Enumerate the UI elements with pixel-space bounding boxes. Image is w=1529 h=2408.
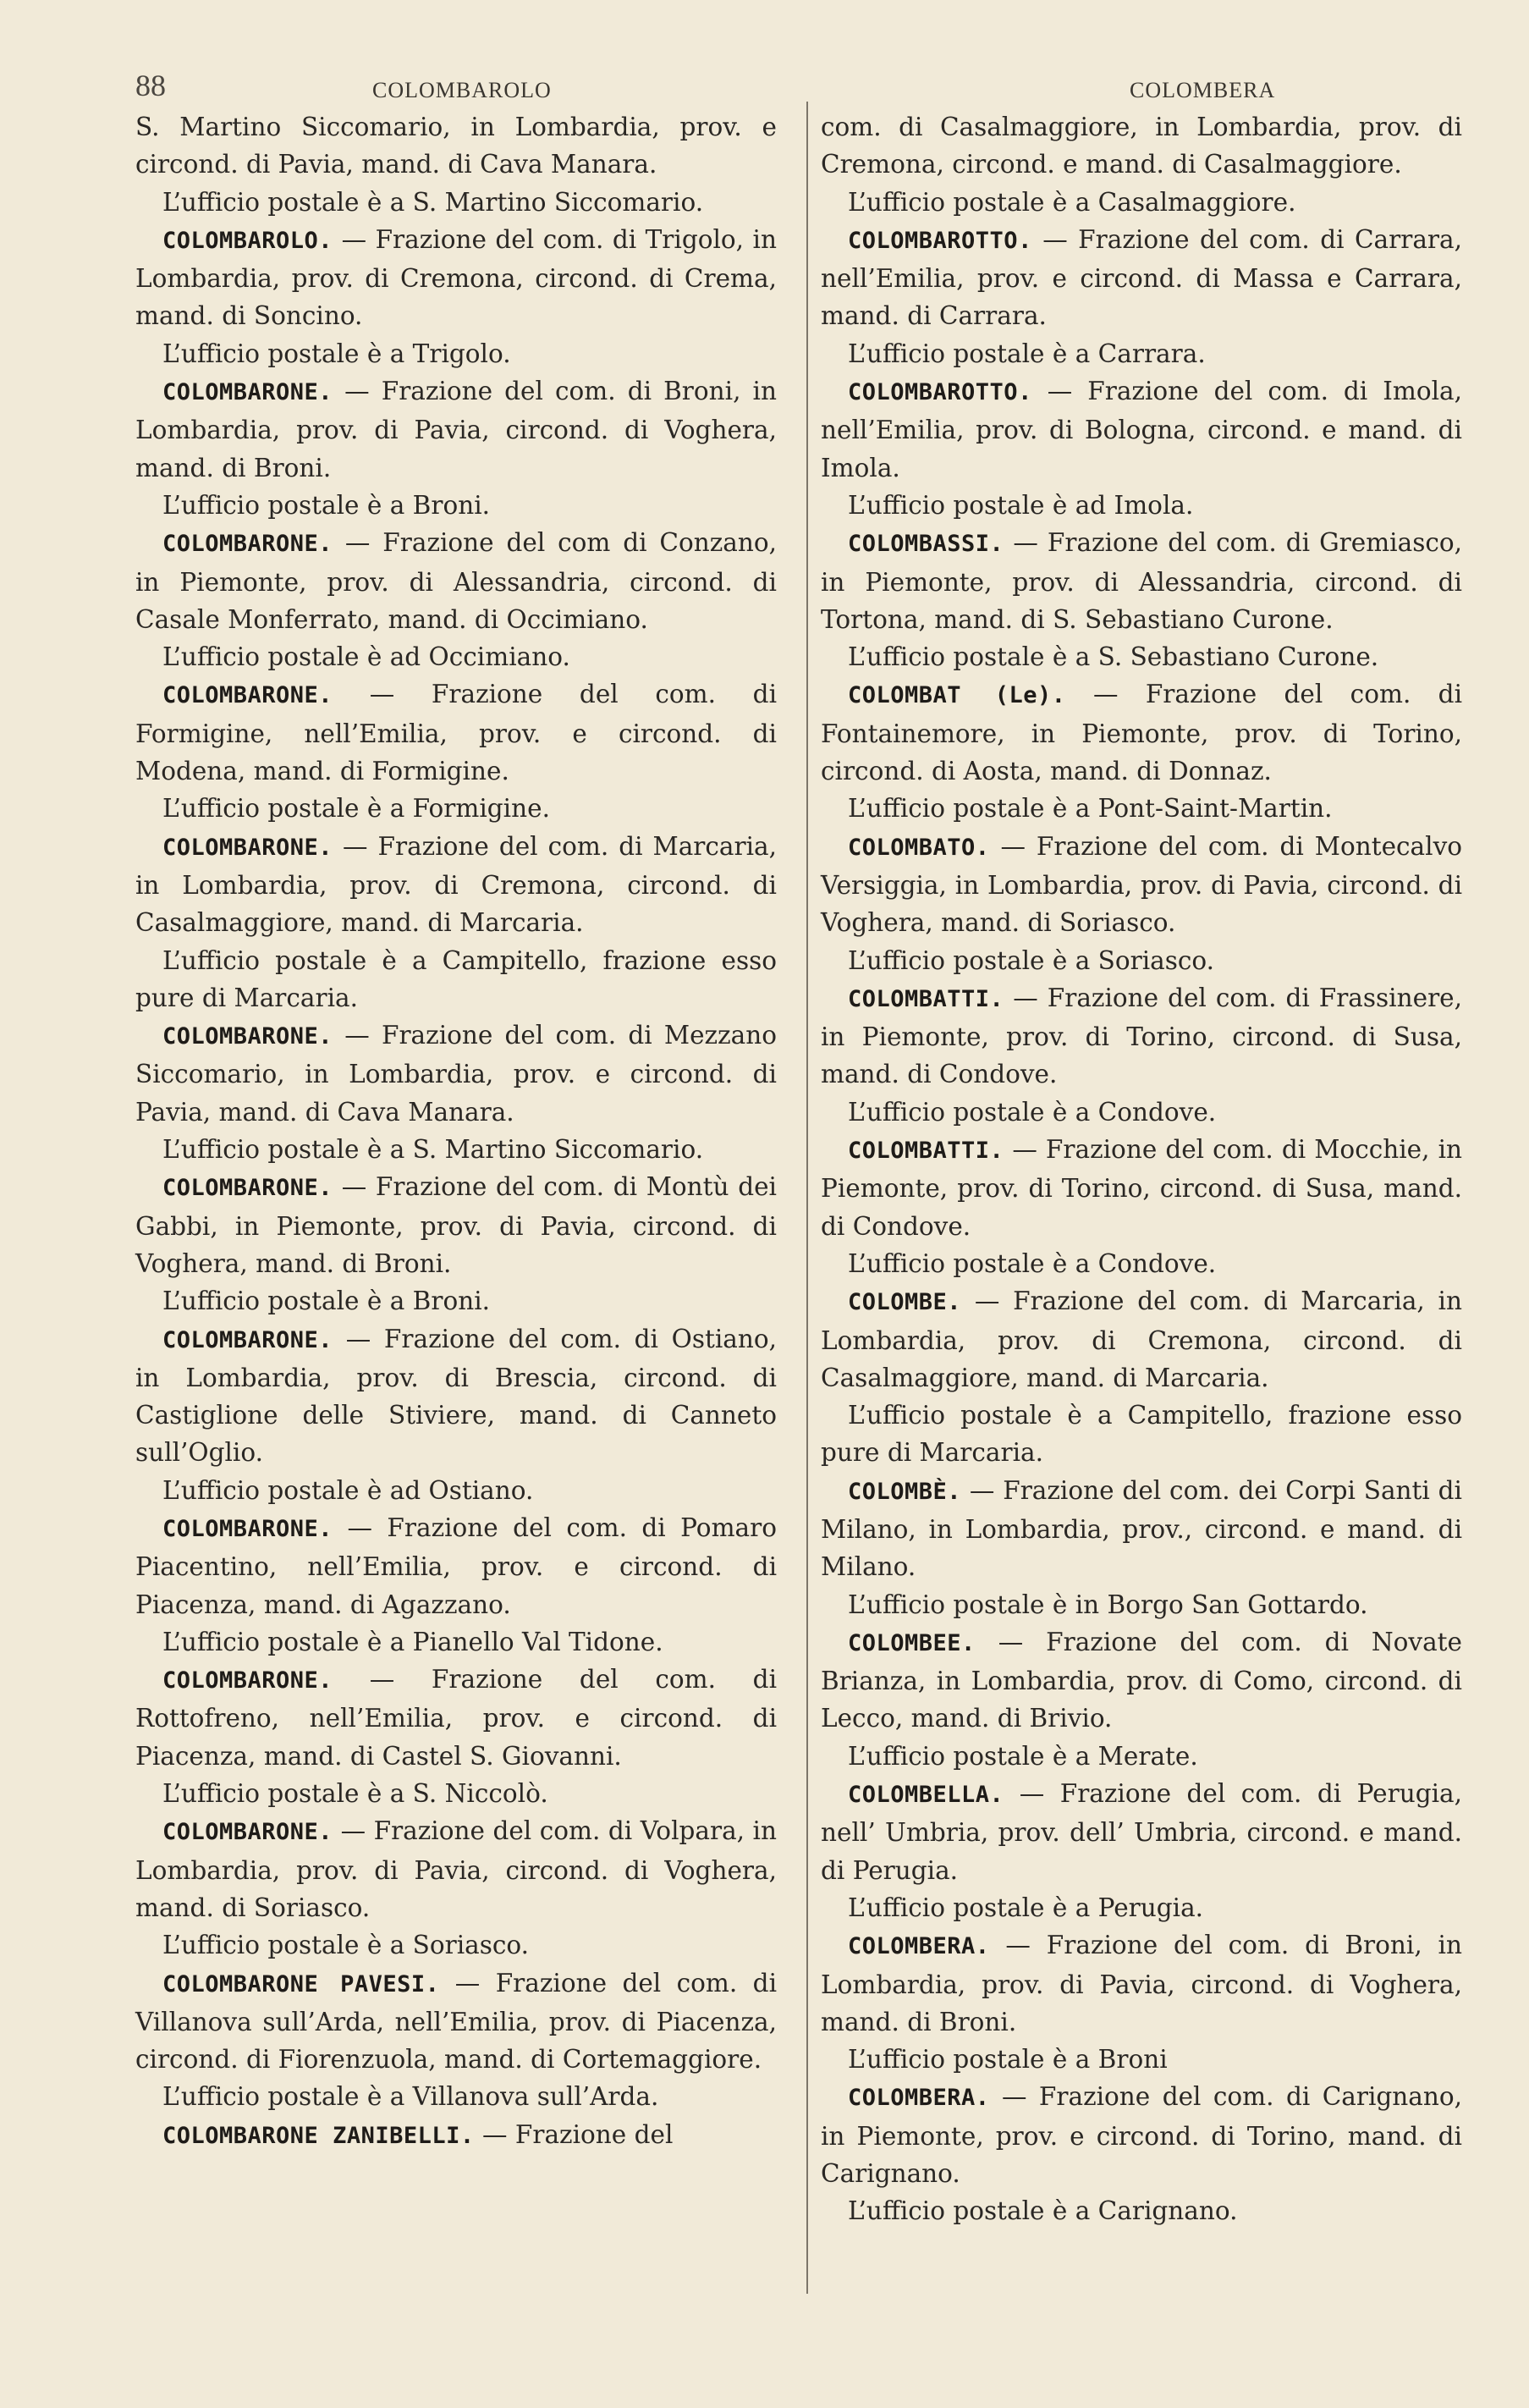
gazetteer-entry — [821, 1623, 1462, 1738]
entry-body: L’ufficio postale è a Soriasco. — [162, 1931, 530, 1960]
page-number: 88 — [135, 69, 166, 102]
entry-body: L’ufficio postale è a Campitello, frazione esso pure di Marcaria. — [821, 1401, 1462, 1468]
entry-headword: COLOMBARONE. — [162, 1515, 333, 1542]
entry-text — [135, 108, 777, 184]
left-column — [135, 108, 777, 2155]
gazetteer-entry — [135, 675, 777, 790]
entry-body: — Frazione del com. di Gremiasco, in Piemonte, prov. di Alessandria, circond. di Tortona, mand. di S. Sebastiano Curone. — [821, 528, 1462, 634]
entry-body: L’ufficio postale è a Broni. — [162, 1287, 491, 1316]
entry-body: — Frazione del com. di Montecalvo Versiggia, in Lombardia, prov. di Pavia, circond. di Voghera, mand. di Soriasco. — [821, 831, 1462, 938]
entry-text — [135, 1926, 777, 1964]
entry-body: L’ufficio postale è ad Ostiano. — [162, 1475, 534, 1505]
gazetteer-entry — [821, 979, 1462, 1094]
entry-body: — Frazione del com. di Formigine, nell’Emilia, prov. e circond. di Modena, mand. di Formigine. — [135, 680, 777, 786]
entry-body: L’ufficio postale è a Condove. — [848, 1097, 1217, 1127]
entry-text — [821, 1094, 1462, 1131]
gazetteer-entry — [135, 524, 777, 638]
gazetteer-entry — [821, 1131, 1462, 1245]
column-divider — [806, 102, 808, 2294]
entry-headword: COLOMBARONE. — [162, 1819, 333, 1846]
entry-text — [135, 1131, 777, 1168]
entry-body: L’ufficio postale è a Broni. — [162, 490, 491, 520]
gazetteer-entry — [135, 221, 777, 335]
entry-headword: COLOMBEE. — [848, 1629, 976, 1656]
entry-headword: COLOMBERA. — [848, 1933, 990, 1960]
gazetteer-entry — [135, 828, 777, 942]
entry-body: L’ufficio postale è a Condove. — [848, 1248, 1217, 1278]
entry-body: L’ufficio postale è a Trigolo. — [162, 339, 511, 368]
entry-text — [135, 1775, 777, 1812]
gazetteer-entry — [135, 1168, 777, 1282]
gazetteer-entry — [821, 1926, 1462, 2041]
entry-body: — Frazione del com. di Marcaria, in Lombardia, prov. di Cremona, circond. di Casalmaggiore, mand. di Marcaria. — [821, 1287, 1462, 1392]
gazetteer-entry — [135, 1661, 777, 1775]
entry-text — [821, 184, 1462, 221]
gazetteer-entry — [135, 1509, 777, 1623]
entry-text — [135, 638, 777, 675]
entry-body: — Frazione del com. di Broni, in Lombardia, prov. di Pavia, circond. di Voghera, mand. di Broni. — [821, 1931, 1462, 2036]
entry-body: L’ufficio postale è a Casalmaggiore. — [848, 187, 1296, 217]
entry-headword: COLOMBARONE. — [162, 531, 333, 558]
entry-body: S. Martino Siccomario, in Lombardia, prov. e circond. di Pavia, mand. di Cava Manara. — [135, 113, 777, 179]
gazetteer-entry — [135, 1017, 777, 1131]
entry-headword: COLOMBAROTTO. — [848, 379, 1032, 406]
entry-text — [135, 1472, 777, 1509]
entry-text — [821, 1889, 1462, 1926]
entry-text — [821, 1738, 1462, 1775]
entry-body: L’ufficio postale è a S. Sebastiano Curone. — [848, 642, 1379, 672]
entry-headword: COLOMBARONE PAVESI. — [162, 1970, 440, 1997]
entry-body: L’ufficio postale è a Merate. — [848, 1741, 1198, 1771]
entry-headword: COLOMBARONE. — [162, 379, 333, 406]
entry-body: com. di Casalmaggiore, in Lombardia, prov. di Cremona, circond. e mand. di Casalmaggiore. — [821, 113, 1462, 179]
entry-text — [135, 335, 777, 372]
entry-headword: COLOMBARONE. — [162, 1023, 333, 1050]
entry-headword: COLOMBASSI. — [848, 531, 1004, 558]
gazetteer-entry — [135, 1812, 777, 1926]
entry-body: L’ufficio postale è a Perugia. — [848, 1893, 1204, 1922]
entry-body: L’ufficio postale è ad Occimiano. — [162, 642, 570, 672]
entry-body: L’ufficio postale è a Carignano. — [848, 2196, 1238, 2226]
entry-text — [135, 942, 777, 1017]
gazetteer-entry — [135, 1320, 777, 1472]
entry-body: — Frazione del com. di Carrara, nell’Emilia, prov. e circond. di Massa e Carrara, mand. di Carrara. — [821, 224, 1462, 331]
entry-body: L’ufficio postale è in Borgo San Gottardo. — [848, 1590, 1368, 1619]
entry-body: — Frazione del com. di Montù dei Gabbi, in Piemonte, prov. di Pavia, circond. di Voghera, mand. di Broni. — [135, 1172, 777, 1278]
entry-body: — Frazione del com. di Mezzano Siccomario, in Lombardia, prov. e circond. di Pavia, mand. di Cava Manara. — [135, 1021, 777, 1127]
entry-headword: COLOMBAROLO. — [162, 227, 333, 254]
entry-body: — Frazione del com. di Imola, nell’Emilia, prov. di Bologna, circond. e mand. di Imola. — [821, 377, 1462, 482]
entry-headword: COLOMBARONE ZANIBELLI. — [162, 2122, 475, 2149]
entry-headword: COLOMBARONE. — [162, 834, 333, 861]
entry-body: — Frazione del com. di Trigolo, in Lombardia, prov. di Cremona, circond. di Crema, mand. di Soncino. — [135, 224, 777, 331]
gazetteer-entry — [821, 1472, 1462, 1586]
entry-body: — Frazione del com. di Ostiano, in Lombardia, prov. di Brescia, circond. di Castiglione delle Stiviere, mand. di Canneto sull’Oglio. — [135, 1324, 777, 1468]
entry-body: L’ufficio postale è a Formigine. — [162, 794, 550, 824]
entry-body: L’ufficio postale è a S. Martino Siccomario. — [162, 1135, 704, 1165]
running-header-left: COLOMBAROLO — [372, 78, 552, 102]
entry-text — [821, 335, 1462, 372]
entry-body: — Frazione del com. di Pomaro Piacentino, nell’Emilia, prov. e circond. di Piacenza, mand. di Agazzano. — [135, 1513, 777, 1619]
entry-headword: COLOMBAT (Le). — [848, 682, 1066, 709]
entry-headword: COLOMBARONE. — [162, 1326, 333, 1353]
entry-body: L’ufficio postale è a Carrara. — [848, 339, 1206, 368]
entry-body: — Frazione del com. di Carignano, in Piemonte, prov. e circond. di Torino, mand. di Carignano. — [821, 2082, 1462, 2189]
entry-headword: COLOMBATO. — [848, 834, 990, 861]
gazetteer-entry — [821, 1775, 1462, 1889]
entry-body: L’ufficio postale è a Villanova sull’Arda. — [162, 2082, 659, 2112]
entry-text — [821, 1245, 1462, 1282]
entry-body: L’ufficio postale è a Broni — [848, 2045, 1168, 2075]
entry-text — [135, 1623, 777, 1661]
entry-body: L’ufficio postale è a S. Niccolò. — [162, 1779, 548, 1809]
entry-body: — Frazione del com. di Villanova sull’Arda, nell’Emilia, prov. di Piacenza, circond. di Fiorenzuola, mand. di Cortemaggiore. — [135, 1968, 778, 2075]
gazetteer-entry — [821, 372, 1462, 487]
running-header-right: COLOMBERA — [1130, 78, 1276, 102]
entry-headword: COLOMBELLA. — [848, 1782, 1004, 1809]
entry-headword: COLOMBAROTTO. — [848, 227, 1032, 254]
entry-body: — Frazione del com. di Novate Brianza, in Lombardia, prov. di Como, circond. di Lecco, mand. di Brivio. — [821, 1627, 1462, 1733]
entry-text — [821, 2192, 1462, 2229]
entry-body: L’ufficio postale è ad Imola. — [848, 490, 1194, 520]
entry-body: — Frazione del com. di Mocchie, in Piemonte, prov. di Torino, circond. di Susa, mand. di Condove. — [821, 1135, 1462, 1241]
entry-text — [821, 790, 1462, 827]
entry-body: — Frazione del com di Conzano, in Piemonte, prov. di Alessandria, circond. di Casale Monferrato, mand. di Occimiano. — [135, 528, 777, 634]
entry-text — [821, 1586, 1462, 1623]
entry-body: — Frazione del com. di Fontainemore, in Piemonte, prov. di Torino, circond. di Aosta, mand. di Donnaz. — [821, 680, 1463, 786]
entry-body: — Frazione del com. di Volpara, in Lombardia, prov. di Pavia, circond. di Voghera, mand. di Soriasco. — [135, 1816, 777, 1922]
entry-text — [135, 487, 777, 524]
gazetteer-entry — [135, 372, 777, 487]
entry-text — [135, 184, 777, 221]
entry-headword: COLOMBARONE. — [162, 1175, 333, 1202]
entry-body: L’ufficio postale è a S. Martino Siccomario. — [162, 187, 704, 217]
entry-text — [821, 1397, 1462, 1472]
entry-text — [821, 2041, 1462, 2078]
entry-body: L’ufficio postale è a Campitello, frazione esso pure di Marcaria. — [135, 945, 777, 1012]
entry-body: — Frazione del com. di Broni, in Lombardia, prov. di Pavia, circond. di Voghera, mand. di Broni. — [135, 377, 777, 482]
gazetteer-entry — [821, 2078, 1462, 2192]
entry-headword: COLOMBÈ. — [848, 1478, 962, 1505]
entry-headword: COLOMBARONE. — [162, 1667, 333, 1694]
right-column — [821, 108, 1462, 2230]
entry-body: — Frazione del com. dei Corpi Santi di Milano, in Lombardia, prov., circond. e mand. di Milano. — [821, 1475, 1462, 1582]
entry-text — [135, 1282, 777, 1320]
entry-headword: COLOMBARONE. — [162, 682, 333, 709]
entry-body: L’ufficio postale è a Pont-Saint-Martin. — [848, 794, 1333, 824]
gazetteer-entry — [821, 524, 1462, 638]
entry-headword: COLOMBATTI. — [848, 1138, 1004, 1165]
entry-body: — Frazione del com. di Rottofreno, nell’Emilia, prov. e circond. di Piacenza, mand. di Castel S. Giovanni. — [135, 1665, 777, 1771]
entry-text — [135, 2078, 777, 2115]
entry-headword: COLOMBATTI. — [848, 985, 1004, 1012]
entry-text — [821, 108, 1462, 184]
entry-text — [821, 638, 1462, 675]
entry-headword: COLOMBERA. — [848, 2085, 990, 2112]
entry-headword: COLOMBE. — [848, 1289, 962, 1316]
gazetteer-entry — [135, 1964, 777, 2079]
gazetteer-entry — [135, 2116, 777, 2155]
gazetteer-entry — [821, 828, 1462, 942]
entry-body: L’ufficio postale è a Soriasco. — [848, 945, 1215, 975]
gazetteer-entry — [821, 675, 1462, 790]
gazetteer-entry — [821, 221, 1462, 335]
entry-body: — Frazione del com. di Frassinere, in Piemonte, prov. di Torino, circond. di Susa, mand. di Condove. — [821, 983, 1462, 1089]
entry-body: — Frazione del com. di Marcaria, in Lombardia, prov. di Cremona, circond. di Casalmaggiore, mand. di Marcaria. — [135, 831, 777, 938]
entry-text — [821, 942, 1462, 979]
entry-body: L’ufficio postale è a Pianello Val Tidone. — [162, 1627, 663, 1656]
gazetteer-entry — [821, 1282, 1462, 1397]
entry-text — [821, 487, 1462, 524]
entry-body: — Frazione del com. di Perugia, nell’ Umbria, prov. dell’ Umbria, circond. e mand. di Perugia. — [821, 1779, 1462, 1885]
entry-text — [135, 790, 777, 827]
entry-body: — Frazione del — [474, 2119, 674, 2149]
